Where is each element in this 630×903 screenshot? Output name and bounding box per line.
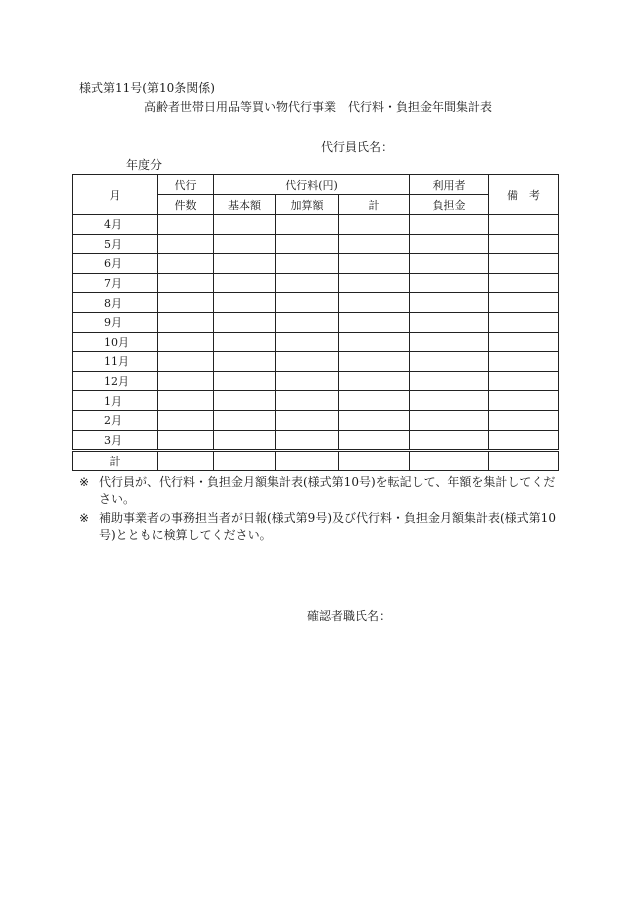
count-cell[interactable] — [158, 215, 214, 235]
additional-cell[interactable] — [276, 332, 339, 352]
basic-cell[interactable] — [214, 234, 276, 254]
sum-cell[interactable] — [339, 215, 410, 235]
count-cell[interactable] — [158, 234, 214, 254]
remarks-cell[interactable] — [489, 273, 559, 293]
user-charge-cell[interactable] — [410, 391, 489, 411]
month-label: 10月 — [73, 332, 158, 352]
table-row — [73, 430, 559, 451]
count-cell[interactable] — [158, 391, 214, 411]
month-label: 11月 — [73, 352, 158, 372]
form-number: 様式第11号(第10条関係) — [79, 81, 215, 95]
note-item — [79, 474, 561, 508]
document-title: 高齢者世帯日用品等買い物代行事業 代行料・負担金年間集計表 — [144, 100, 493, 114]
user-charge-cell[interactable] — [410, 254, 489, 274]
total-row-label: 計 — [73, 451, 158, 471]
remarks-cell[interactable] — [489, 312, 559, 332]
month-label: 6月 — [73, 254, 158, 274]
table-row — [73, 254, 559, 274]
count-cell[interactable] — [158, 293, 214, 313]
additional-cell[interactable] — [276, 254, 339, 274]
total-count-cell[interactable] — [158, 451, 214, 471]
basic-cell[interactable] — [214, 273, 276, 293]
basic-cell[interactable] — [214, 391, 276, 411]
sum-cell[interactable] — [339, 273, 410, 293]
sum-cell[interactable] — [339, 293, 410, 313]
remarks-cell[interactable] — [489, 332, 559, 352]
remarks-cell[interactable] — [489, 254, 559, 274]
total-basic-cell[interactable] — [214, 451, 276, 471]
total-user-charge-cell[interactable] — [410, 451, 489, 471]
month-label: 1月 — [73, 391, 158, 411]
additional-cell[interactable] — [276, 352, 339, 372]
total-row — [73, 451, 559, 471]
additional-cell[interactable] — [276, 312, 339, 332]
sum-cell[interactable] — [339, 332, 410, 352]
header-total: 計 — [339, 195, 410, 215]
fiscal-year-label: 年度分 — [126, 158, 163, 172]
table-row — [73, 352, 559, 372]
note-mark: ※ — [79, 511, 90, 525]
header-user-line2: 負担金 — [410, 195, 489, 215]
additional-cell[interactable] — [276, 293, 339, 313]
remarks-cell[interactable] — [489, 391, 559, 411]
basic-cell[interactable] — [214, 215, 276, 235]
count-cell[interactable] — [158, 254, 214, 274]
additional-cell[interactable] — [276, 430, 339, 451]
table-row — [73, 293, 559, 313]
user-charge-cell[interactable] — [410, 371, 489, 391]
count-cell[interactable] — [158, 410, 214, 430]
basic-cell[interactable] — [214, 254, 276, 274]
month-label: 9月 — [73, 312, 158, 332]
additional-cell[interactable] — [276, 391, 339, 411]
month-label: 5月 — [73, 234, 158, 254]
header-fee-group: 代行料(円) — [214, 175, 410, 195]
header-count-line1: 代行 — [158, 175, 214, 195]
remarks-cell[interactable] — [489, 293, 559, 313]
month-label: 8月 — [73, 293, 158, 313]
remarks-cell[interactable] — [489, 234, 559, 254]
month-label: 12月 — [73, 371, 158, 391]
header-user-line1: 利用者 — [410, 175, 489, 195]
total-remarks-cell[interactable] — [489, 451, 559, 471]
month-label: 2月 — [73, 410, 158, 430]
table-row — [73, 371, 559, 391]
user-charge-cell[interactable] — [410, 215, 489, 235]
sum-cell[interactable] — [339, 312, 410, 332]
additional-cell[interactable] — [276, 215, 339, 235]
header-remarks: 備 考 — [489, 175, 559, 215]
basic-cell[interactable] — [214, 352, 276, 372]
user-charge-cell[interactable] — [410, 273, 489, 293]
table-row — [73, 332, 559, 352]
additional-cell[interactable] — [276, 273, 339, 293]
total-additional-cell[interactable] — [276, 451, 339, 471]
basic-cell[interactable] — [214, 293, 276, 313]
remarks-cell[interactable] — [489, 215, 559, 235]
count-cell[interactable] — [158, 312, 214, 332]
notes-section — [79, 474, 561, 546]
basic-cell[interactable] — [214, 430, 276, 451]
basic-cell[interactable] — [214, 410, 276, 430]
table-row — [73, 391, 559, 411]
additional-cell[interactable] — [276, 410, 339, 430]
user-charge-cell[interactable] — [410, 312, 489, 332]
count-cell[interactable] — [158, 371, 214, 391]
header-count-line2: 件数 — [158, 195, 214, 215]
sum-cell[interactable] — [339, 254, 410, 274]
user-charge-cell[interactable] — [410, 430, 489, 451]
sum-cell[interactable] — [339, 371, 410, 391]
note-mark: ※ — [79, 475, 90, 489]
sum-cell[interactable] — [339, 234, 410, 254]
additional-cell[interactable] — [276, 234, 339, 254]
remarks-cell[interactable] — [489, 352, 559, 372]
count-cell[interactable] — [158, 332, 214, 352]
basic-cell[interactable] — [214, 312, 276, 332]
remarks-cell[interactable] — [489, 430, 559, 451]
total-sum-cell[interactable] — [339, 451, 410, 471]
note-text: 補助事業者の事務担当者が日報(様式第9号)及び代行料・負担金月額集計表(様式第10号)とともに検算してください。 — [99, 511, 556, 542]
remarks-cell[interactable] — [489, 410, 559, 430]
remarks-cell[interactable] — [489, 371, 559, 391]
month-label: 3月 — [73, 430, 158, 451]
confirmer-name-label: 確認者職氏名： — [307, 609, 392, 623]
count-cell[interactable] — [158, 430, 214, 451]
user-charge-cell[interactable] — [410, 293, 489, 313]
count-cell[interactable] — [158, 352, 214, 372]
month-label: 4月 — [73, 215, 158, 235]
annual-summary-table — [72, 174, 559, 471]
user-charge-cell[interactable] — [410, 332, 489, 352]
sum-cell[interactable] — [339, 352, 410, 372]
table-row — [73, 273, 559, 293]
user-charge-cell[interactable] — [410, 410, 489, 430]
basic-cell[interactable] — [214, 332, 276, 352]
note-text: 代行員が、代行料・負担金月額集計表(様式第10号)を転記して、年額を集計してください。 — [99, 475, 556, 506]
table-row — [73, 410, 559, 430]
header-basic: 基本額 — [214, 195, 276, 215]
user-charge-cell[interactable] — [410, 352, 489, 372]
header-month: 月 — [73, 175, 158, 215]
basic-cell[interactable] — [214, 371, 276, 391]
header-additional: 加算額 — [276, 195, 339, 215]
table-row — [73, 234, 559, 254]
sum-cell[interactable] — [339, 391, 410, 411]
additional-cell[interactable] — [276, 371, 339, 391]
sum-cell[interactable] — [339, 430, 410, 451]
table-row — [73, 215, 559, 235]
table-row — [73, 312, 559, 332]
agent-name-label: 代行員氏名： — [321, 140, 394, 154]
sum-cell[interactable] — [339, 410, 410, 430]
note-item — [79, 510, 561, 544]
month-label: 7月 — [73, 273, 158, 293]
user-charge-cell[interactable] — [410, 234, 489, 254]
count-cell[interactable] — [158, 273, 214, 293]
